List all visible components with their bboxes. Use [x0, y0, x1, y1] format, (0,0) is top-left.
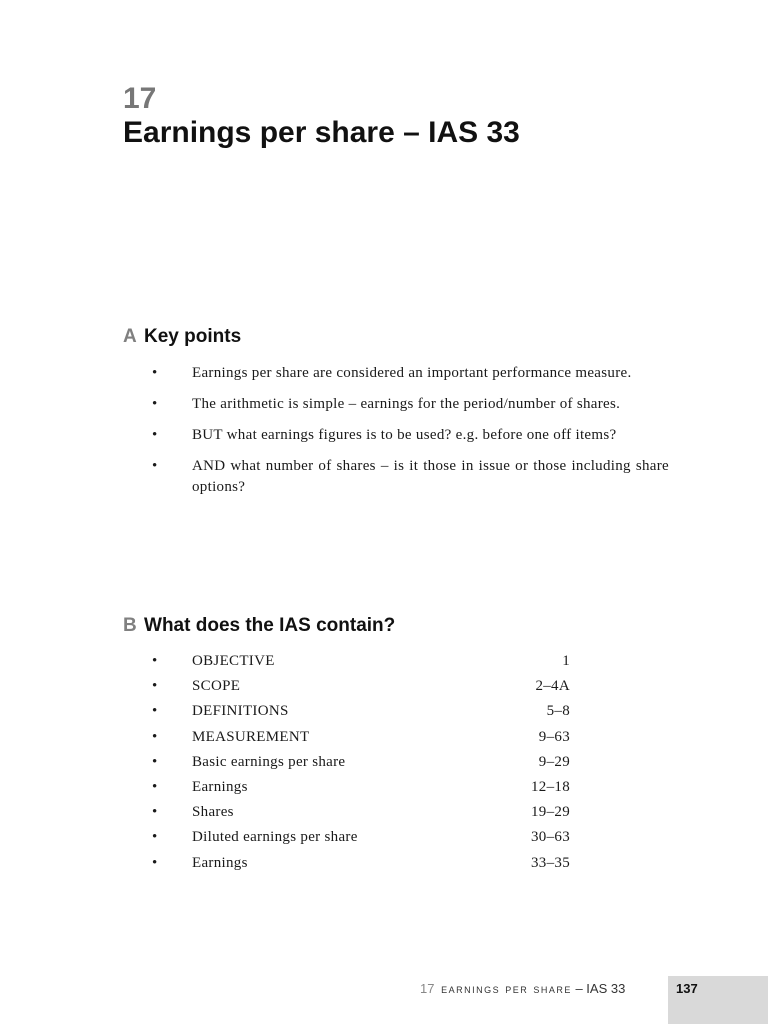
list-item-text: AND what number of shares – is it those in issue or those including share options?	[192, 458, 669, 495]
contents-label: Basic earnings per share	[192, 753, 346, 770]
contents-label: MEASUREMENT	[192, 728, 310, 745]
list-item-text: Earnings per share are considered an important performance measure.	[192, 365, 632, 381]
bullet-icon: •	[152, 703, 158, 720]
contents-row	[0, 853, 669, 878]
chapter-number: 17	[123, 82, 157, 115]
contents-row	[0, 701, 669, 726]
contents-row	[0, 777, 669, 802]
running-footer	[420, 980, 625, 998]
bullet-icon: •	[152, 396, 158, 412]
contents-label: Shares	[192, 804, 234, 821]
list-item-text: BUT what earnings figures is to be used? e.g. before one off items?	[192, 427, 617, 443]
page-number-tab	[668, 976, 768, 1024]
bullet-icon: •	[152, 753, 158, 770]
paragraph-reference: 33–35	[531, 854, 570, 871]
bullet-icon: •	[152, 427, 158, 443]
bullet-icon: •	[152, 678, 158, 695]
section-letter: A	[123, 326, 137, 347]
bullet-icon: •	[152, 778, 158, 795]
bullet-icon: •	[152, 728, 158, 745]
section-heading-key-points	[123, 325, 241, 349]
paragraph-reference: 2–4A	[535, 678, 570, 695]
section-heading-contents	[123, 614, 395, 638]
paragraph-reference: 19–29	[531, 804, 570, 821]
contents-row	[0, 676, 669, 701]
paragraph-reference: 5–8	[546, 703, 570, 720]
bullet-icon: •	[152, 829, 158, 846]
paragraph-reference: 1	[562, 653, 570, 669]
paragraph-reference: 30–63	[531, 829, 570, 846]
section-letter: B	[123, 615, 137, 636]
footer-chapter-title: earnings per share	[441, 981, 572, 996]
footer-chapter-number: 17	[420, 981, 435, 996]
contents-label: Earnings	[192, 778, 248, 795]
bullet-icon: •	[152, 653, 158, 669]
contents-row	[0, 752, 669, 777]
paragraph-reference: 12–18	[531, 778, 570, 795]
page-number: 137	[676, 981, 698, 996]
bullet-icon: •	[152, 854, 158, 871]
list-item	[0, 394, 669, 415]
contents-label: SCOPE	[192, 678, 241, 695]
contents-label: OBJECTIVE	[192, 653, 275, 669]
contents-row	[0, 651, 669, 676]
bullet-icon: •	[152, 365, 158, 381]
contents-row	[0, 727, 669, 752]
chapter-title: Earnings per share – IAS 33	[123, 116, 520, 149]
bullet-icon: •	[152, 804, 158, 821]
section-title: What does the IAS contain?	[144, 615, 396, 636]
footer-suffix: – IAS 33	[575, 981, 626, 996]
key-points-list	[0, 363, 768, 508]
list-item-text: The arithmetic is simple – earnings for the period/number of shares.	[192, 396, 621, 412]
paragraph-reference: 9–29	[538, 753, 570, 770]
section-title: Key points	[144, 326, 242, 347]
paragraph-reference: 9–63	[538, 728, 570, 745]
list-item	[0, 363, 669, 384]
contents-row	[0, 802, 669, 827]
bullet-icon: •	[152, 458, 158, 474]
contents-label: DEFINITIONS	[192, 703, 289, 720]
list-item	[0, 456, 669, 498]
contents-label: Earnings	[192, 854, 248, 871]
contents-list	[0, 651, 768, 878]
contents-label: Diluted earnings per share	[192, 829, 358, 846]
contents-row	[0, 827, 669, 852]
list-item	[0, 425, 669, 446]
